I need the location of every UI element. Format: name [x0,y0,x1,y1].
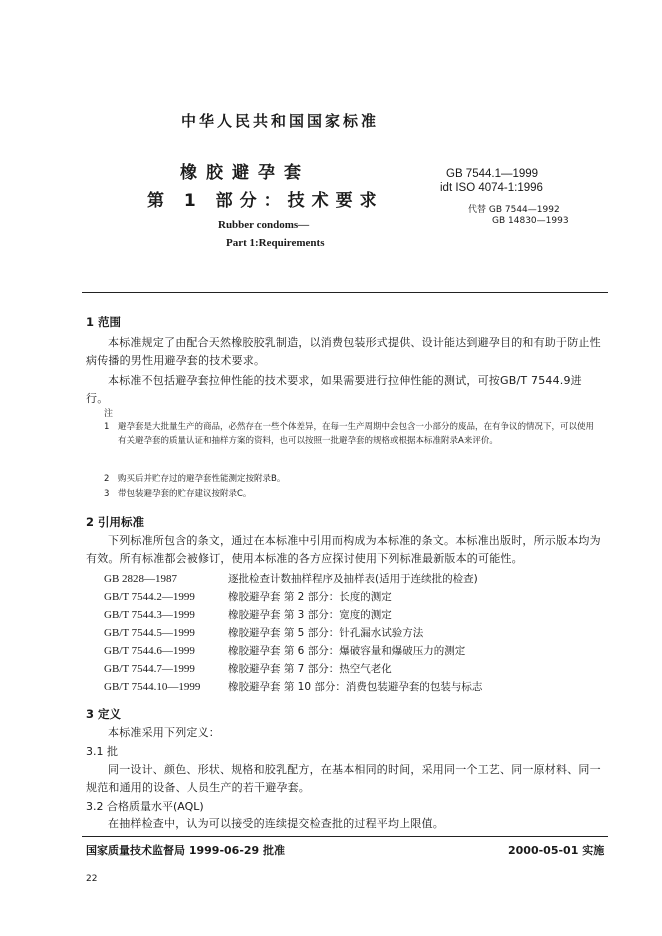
reference-code: GB/T 7544.10—1999 [104,681,201,693]
reference-code: GB/T 7544.6—1999 [104,645,195,657]
note-number: 3 [104,489,110,499]
subsection-3-2-paragraph: 在抽样检查中，认为可以接受的连续提交检查批的过程平均上限值。 [108,817,444,830]
reference-code: GB/T 7544.5—1999 [104,627,195,639]
implementation-date: 2000-05-01 实施 [508,844,605,857]
replaces-block [468,205,569,227]
reference-title: 逐批检查计数抽样程序及抽样表(适用于连续批的检查) [228,573,478,585]
note-item [104,487,600,501]
reference-item [104,679,482,694]
reference-item [104,607,392,622]
reference-item [104,625,423,640]
subsection-3-2-title: 3.2 合格质量水平(AQL) [86,800,204,813]
reference-title: 橡胶避孕套 第 7 部分：热空气老化 [228,663,392,675]
note-number: 2 [104,474,110,484]
approval-info: 国家质量技术监督局 1999-06-29 批准 [86,844,286,857]
footer-divider [82,836,608,837]
section-2-paragraph-1: 下列标准所包含的条文，通过在本标准中引用而构成为本标准的条文。本标准出版时，所示版本均为有效。所有标准都会被修订，使用本标准的各方应探讨使用下列标准最新版本的可能性。 [86,534,601,565]
english-title: Rubber condoms— [218,219,310,231]
replaces-line-2: GB 14830—1993 [492,216,569,226]
reference-title: 橡胶避孕套 第 6 部分：爆破容量和爆破压力的测定 [228,645,466,657]
section-3-title: 3 定义 [86,707,122,721]
document-subtitle: 第 1 部分：技术要求 [147,191,384,211]
national-standard-heading: 中华人民共和国国家标准 [180,112,379,130]
note-item [104,472,600,486]
reference-code: GB 2828—1987 [104,573,178,585]
note-item [104,420,600,448]
english-subtitle: Part 1:Requirements [226,237,325,249]
reference-item [104,571,478,586]
page-number: 22 [86,874,98,884]
standard-number: GB 7544.1—1999 [446,168,539,180]
reference-title: 橡胶避孕套 第 3 部分：宽度的测定 [228,609,392,621]
reference-code: GB/T 7544.7—1999 [104,663,195,675]
document-title: 橡胶避孕套 [180,163,310,183]
reference-code: GB/T 7544.2—1999 [104,591,195,603]
reference-code: GB/T 7544.3—1999 [104,609,195,621]
section-3-paragraph-1: 本标准采用下列定义： [108,726,220,739]
note-text: 避孕套是大批量生产的商品，必然存在一些个体差异，在每一生产周期中会包含一小部分的废品，在有争议的情况下，可以使用有关避孕套的质量认证和抽样方案的资料，也可以按照一批避孕套的规格或根据本标准附录A来评价。 [118,422,595,446]
section-2-title: 2 引用标准 [86,515,145,529]
note-label: 注 [104,409,114,419]
idt-number: idt ISO 4074-1:1996 [440,182,543,194]
reference-title: 橡胶避孕套 第 5 部分：针孔漏水试验方法 [228,627,424,639]
section-1-paragraph-2: 本标准不包括避孕套拉伸性能的技术要求，如果需要进行拉伸性能的测试，可按GB/T 7544.9进行。 [86,374,582,405]
section-1-title: 1 范围 [86,315,122,329]
replaces-line-1: 代替 GB 7544—1992 [468,205,560,215]
subsection-3-1-paragraph: 同一设计、颜色、形状、规格和胶乳配方，在基本相同的时间，采用同一个工艺、同一原材料、同一规范和通用的设备、人员生产的若干避孕套。 [86,763,601,794]
standard-number-block [440,167,543,195]
subsection-3-1-title: 3.1 批 [86,745,118,758]
header-divider [82,292,608,293]
reference-item [104,589,392,604]
section-1-paragraph-1: 本标准规定了由配合天然橡胶胶乳制造，以消费包装形式提供、设计能达到避孕目的和有助于防止性病传播的男性用避孕套的技术要求。 [86,336,601,367]
reference-item [104,643,465,658]
reference-title: 橡胶避孕套 第 2 部分：长度的测定 [228,591,392,603]
reference-item [104,661,392,676]
note-number: 1 [104,422,110,432]
note-text: 购买后并贮存过的避孕套性能测定按附录B。 [118,474,286,484]
reference-title: 橡胶避孕套 第 10 部分：消费包装避孕套的包装与标志 [228,681,483,693]
note-text: 带包装避孕套的贮存建议按附录C。 [118,489,252,499]
